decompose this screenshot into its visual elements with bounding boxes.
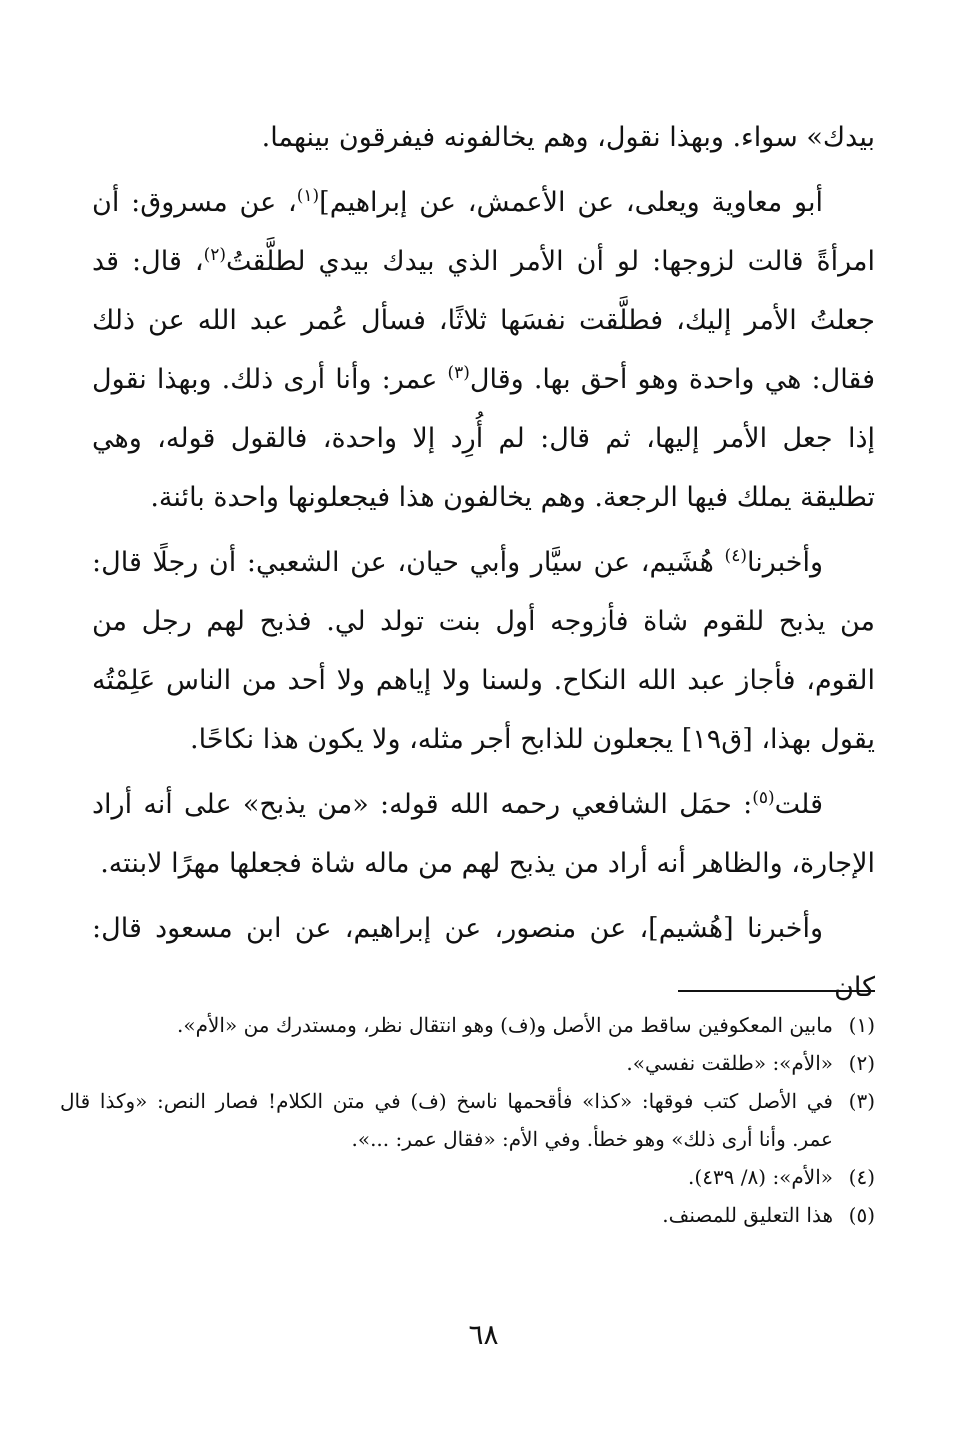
paragraph-4-text-a: قلت bbox=[774, 789, 823, 820]
footnote-3-number: (٣) bbox=[848, 1089, 875, 1113]
paragraph-2 bbox=[92, 173, 875, 527]
footnote-3-text: في الأصل كتب فوقها: «كذا» فأقحمها ناسخ (ف) في متن الكلام! فصار النص: «وكذا قال عمر. وأنا أرى ذلك» وهو خطأ. وفي الأم: «فقال عمر: ...». bbox=[60, 1089, 833, 1151]
footnote-ref-5: (٥) bbox=[752, 788, 775, 808]
main-text bbox=[92, 108, 875, 1023]
paragraph-5 bbox=[92, 899, 875, 1017]
footnote-ref-2: (٢) bbox=[203, 245, 226, 265]
paragraph-4-text-b: : حمَل الشافعي رحمه الله قوله: «من يذبح» على أنه أراد الإجارة، والظاهر أنه أراد من يذبح لهم من ماله شاة فجعلها مهرًا لابنته. bbox=[92, 789, 875, 879]
footnote-1-text: مابين المعكوفين ساقط من الأصل و(ف) وهو انتقال نظر، ومستدرك من «الأم». bbox=[177, 1013, 833, 1037]
footnotes bbox=[60, 1006, 875, 1234]
paragraph-2-text-d: عمر: وأنا أرى ذلك. وبهذا نقول إذا جعل الأمر إليها، ثم قال: لم أُرِد إلا واحدة، فالقول قوله، وهي تطليقة يملك فيها الرجعة. وهم يخالفون هذا فيجعلونها واحدة بائنة. bbox=[92, 364, 875, 513]
footnote-5-text: هذا التعليق للمصنف. bbox=[662, 1203, 833, 1227]
footnote-2 bbox=[60, 1044, 875, 1082]
footnote-separator bbox=[678, 990, 875, 992]
paragraph-3 bbox=[92, 533, 875, 769]
paragraph-5-text: وأخبرنا [هُشيم]، عن منصور، عن إبراهيم، عن ابن مسعود قال: كان bbox=[92, 913, 875, 1003]
footnote-ref-4: (٤) bbox=[724, 546, 747, 566]
paragraph-3-text-b: هُشَيم، عن سيَّار وأبي حيان، عن الشعبي: أن رجلًا قال: من يذبح للقوم شاة فأزوجه أول بنت تولد لي. فذبح لهم رجل من القوم، فأجاز عبد الله النكاح. ولسنا ولا إياهم ولا أحد من الناس عَلِمْتُه يقول بهذا، [ق١٩] يجعلون للذابح أجر مثله، ولا يكون هذا نكاحًا. bbox=[92, 547, 875, 755]
footnote-ref-3: (٣) bbox=[447, 363, 470, 383]
paragraph-4 bbox=[92, 775, 875, 893]
paragraph-2-text-b: ، عن مسروق: أن امرأةً قالت لزوجها: لو أن الأمر الذي بيدك بيدي لطلَّقتُ bbox=[92, 187, 875, 277]
footnote-3 bbox=[60, 1082, 875, 1158]
page-number: ٦٨ bbox=[468, 1318, 499, 1351]
footnote-1 bbox=[60, 1006, 875, 1044]
paragraph-1-text: بيدك» سواء. وبهذا نقول، وهم يخالفونه فيفرقون بينهما. bbox=[261, 122, 875, 153]
paragraph-2-text-a: أبو معاوية ويعلى، عن الأعمش، عن إبراهيم] bbox=[319, 187, 823, 218]
footnote-4-text: «الأم»: (٨/ ٤٣٩). bbox=[688, 1165, 833, 1189]
footnote-4 bbox=[60, 1158, 875, 1196]
paragraph-1 bbox=[92, 108, 875, 167]
footnote-5 bbox=[60, 1196, 875, 1234]
footnote-ref-1: (١) bbox=[296, 186, 320, 206]
paragraph-3-text-a: وأخبرنا bbox=[746, 547, 823, 578]
paragraph-2-text-c: ، قال: قد جعلتُ الأمر إليك، فطلَّقت نفسَها ثلاثًا، فسأل عُمر عبد الله عن ذلك فقال: هي واحدة وهو أحق بها. وقال bbox=[92, 246, 875, 395]
footnote-2-text: «الأم»: «طلقت نفسي». bbox=[626, 1051, 833, 1075]
footnote-5-number: (٥) bbox=[848, 1203, 875, 1227]
footnote-2-number: (٢) bbox=[848, 1051, 875, 1075]
footnote-1-number: (١) bbox=[848, 1013, 875, 1037]
footnote-4-number: (٤) bbox=[848, 1165, 875, 1189]
